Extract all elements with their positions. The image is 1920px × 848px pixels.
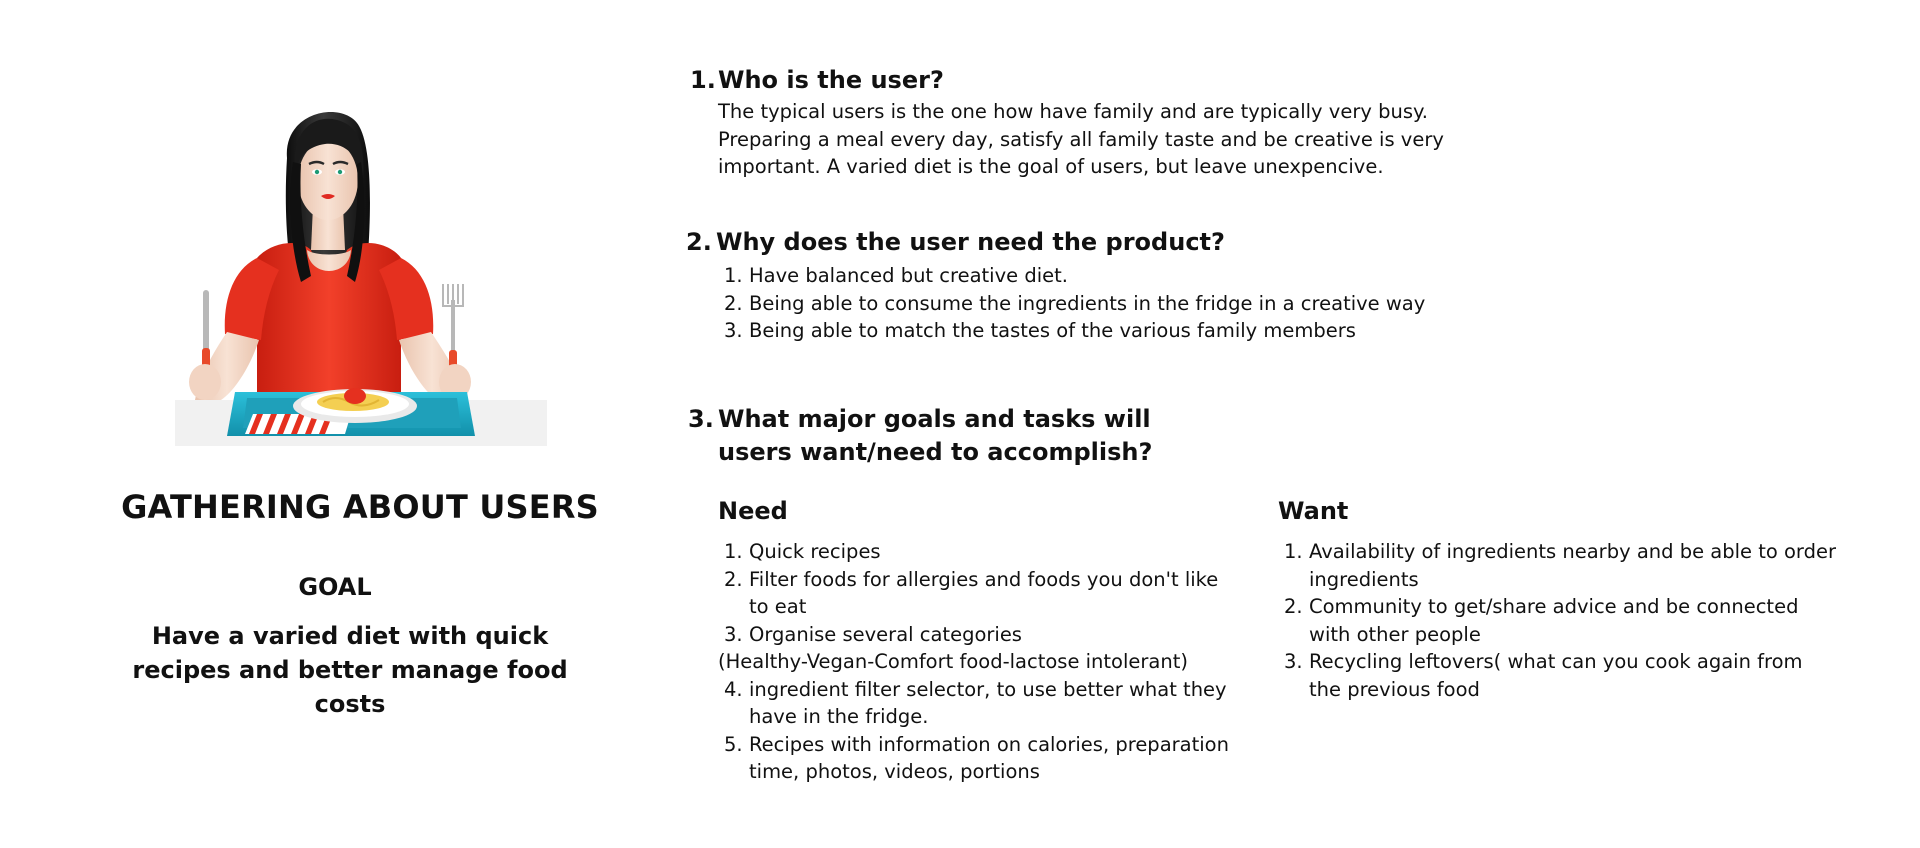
list-text: Quick recipes [749, 540, 881, 563]
list-text: Filter foods for allergies and foods you don't like to eat [749, 567, 1219, 618]
list-number: 3. [1284, 650, 1303, 673]
q2-title: Why does the user need the product? [716, 228, 1225, 256]
list-text: Recycling leftovers( what can you cook again from the previous food [1309, 650, 1803, 701]
list-number: 2. [724, 567, 743, 591]
list-item [718, 621, 1238, 649]
q3-number: 3. [688, 405, 714, 433]
list-item [1278, 538, 1838, 593]
want-heading: Want [1278, 497, 1349, 525]
list-text: Being able to match the tastes of the various family members [749, 319, 1356, 342]
need-heading: Need [718, 497, 788, 525]
list-text: Community to get/share advice and be connected with other people [1309, 595, 1799, 646]
list-number: 1. [724, 264, 743, 287]
list-item [718, 317, 1478, 345]
list-item [1278, 593, 1838, 648]
list-item [718, 676, 1238, 731]
list-text: ingredient filter selector, to use better what they have in the fridge. [749, 677, 1227, 728]
list-text: Being able to consume the ingredients in the fridge in a creative way [749, 291, 1426, 315]
list-number: 2. [1284, 595, 1303, 618]
list-item [718, 731, 1238, 786]
q2-number: 2. [686, 228, 712, 256]
list-number: 3. [724, 319, 743, 342]
list-item [718, 538, 1238, 566]
list-item [718, 566, 1238, 621]
list-number: 1. [724, 540, 743, 563]
list-number: 1. [1284, 540, 1303, 563]
list-item [718, 290, 1478, 318]
list-number: 4. [724, 677, 743, 701]
q1-title: Who is the user? [718, 66, 944, 94]
q3-title-line2: users want/need to accomplish? [718, 438, 1153, 466]
want-list [1278, 538, 1838, 703]
list-number: 3. [724, 622, 743, 646]
goal-label: GOAL [298, 573, 372, 601]
list-number: 5. [724, 732, 743, 756]
list-number: 2. [724, 291, 743, 315]
q1-number: 1. [690, 66, 716, 94]
list-text: Availability of ingredients nearby and be able to order ingredients [1309, 540, 1836, 591]
page-title: GATHERING ABOUT USERS [121, 488, 599, 526]
list-item [1278, 648, 1838, 703]
categories-note: (Healthy-Vegan-Comfort food-lactose intolerant) [718, 650, 1188, 673]
need-list [718, 538, 1238, 786]
q2-list [718, 262, 1478, 345]
list-text: Recipes with information on calories, preparation time, photos, videos, portions [749, 732, 1229, 783]
persona-illustration [175, 100, 555, 452]
goal-text: Have a varied diet with quick recipes and better manage food costs [132, 622, 568, 718]
list-text: Organise several categories [749, 622, 1022, 646]
q1-text: The typical users is the one how have family and are typically very busy. Preparing a meal every day, satisfy all family taste and be creative is very important. A varied diet is the goal of users, but leave unexpencive. [718, 100, 1444, 178]
q3-title-line1: What major goals and tasks will [718, 405, 1151, 433]
list-text: Have balanced but creative diet. [749, 264, 1068, 287]
list-item [718, 262, 1478, 290]
